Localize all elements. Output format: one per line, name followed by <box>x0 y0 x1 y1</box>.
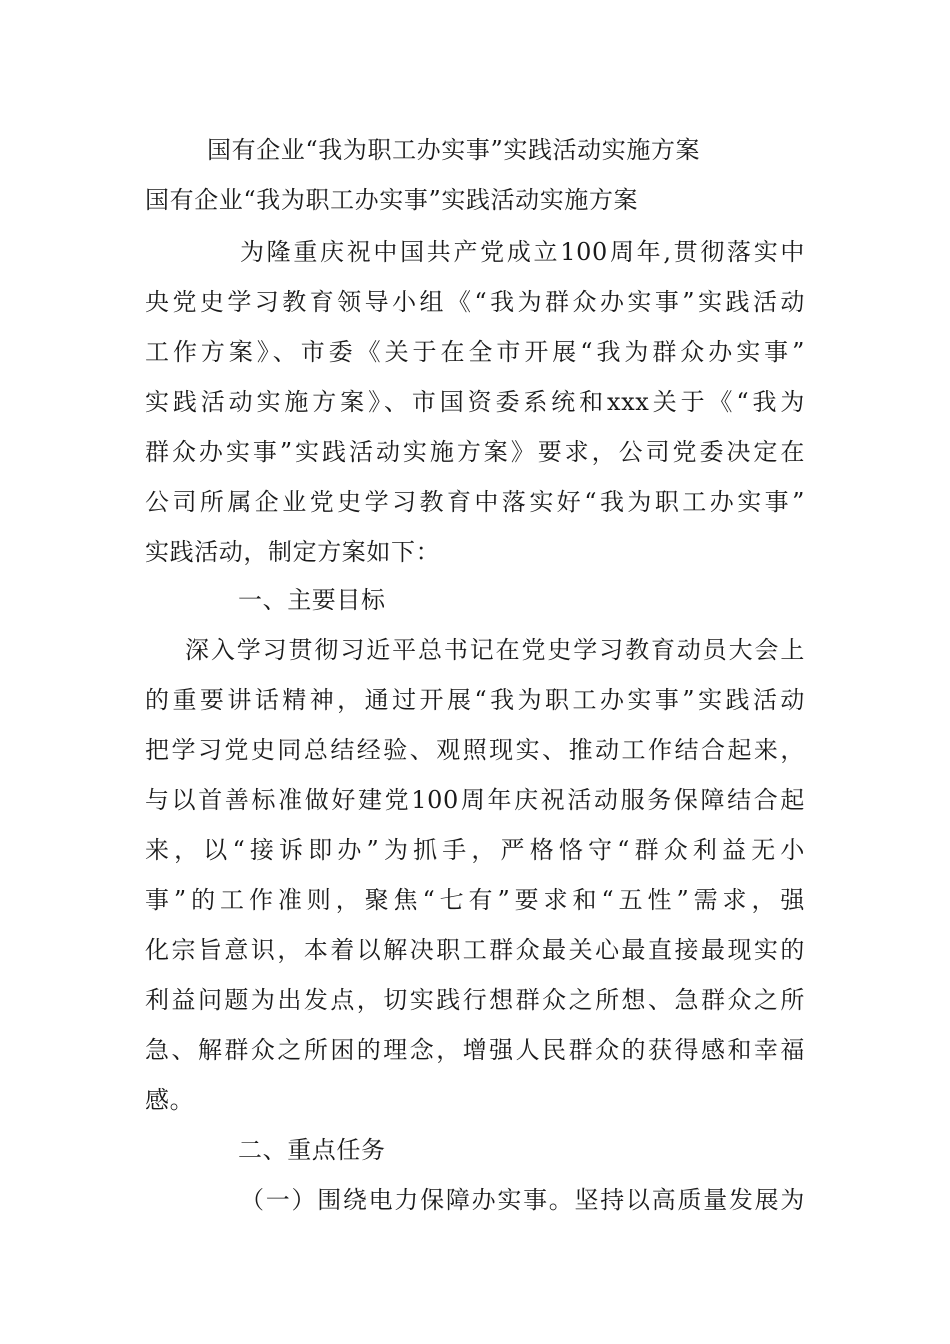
intro-line: 实践活动实施方案》、市国资委系统和xxx关于《“我为 <box>145 388 805 416</box>
section-heading-1: 一、主要目标 <box>238 586 386 614</box>
section1-line: 利益问题为出发点，切实践行想群众之所想、急群众之所 <box>145 986 805 1014</box>
section1-line: 化宗旨意识，本着以解决职工群众最关心最直接最现实的 <box>145 936 805 964</box>
section1-line: 来，以“接诉即办”为抓手，严格恪守“群众利益无小 <box>145 836 805 864</box>
section2-subheading: （一）围绕电力保障办实事。坚持以高质量发展为 <box>240 1186 805 1214</box>
intro-line: 群众办实事”实践活动实施方案》要求，公司党委决定在 <box>145 438 805 466</box>
section1-line: 的重要讲话精神，通过开展“我为职工办实事”实践活动 <box>145 686 805 714</box>
document-title: 国有企业“我为职工办实事”实践活动实施方案 <box>207 136 701 164</box>
intro-line: 实践活动，制定方案如下： <box>145 538 441 566</box>
section1-line: 事”的工作准则，聚焦“七有”要求和“五性”需求，强 <box>145 886 805 914</box>
intro-line: 工作方案》、市委《关于在全市开展“我为群众办实事” <box>145 338 805 366</box>
section1-line: 感。 <box>145 1086 195 1114</box>
section1-line: 与以首善标准做好建党100周年庆祝活动服务保障结合起 <box>145 786 805 814</box>
section1-line: 深入学习贯彻习近平总书记在党史学习教育动员大会上 <box>185 636 805 664</box>
intro-line: 央党史学习教育领导小组《“我为群众办实事”实践活动 <box>145 288 805 316</box>
intro-line: 公司所属企业党史学习教育中落实好“我为职工办实事” <box>145 488 805 516</box>
section1-line: 急、解群众之所困的理念，增强人民群众的获得感和幸福 <box>145 1036 805 1064</box>
section1-line: 把学习党史同总结经验、观照现实、推动工作结合起来， <box>145 736 805 764</box>
intro-line: 为隆重庆祝中国共产党成立100周年,贯彻落实中 <box>240 238 805 266</box>
document-title-repeat: 国有企业“我为职工办实事”实践活动实施方案 <box>145 186 639 214</box>
section-heading-2: 二、重点任务 <box>238 1136 386 1164</box>
